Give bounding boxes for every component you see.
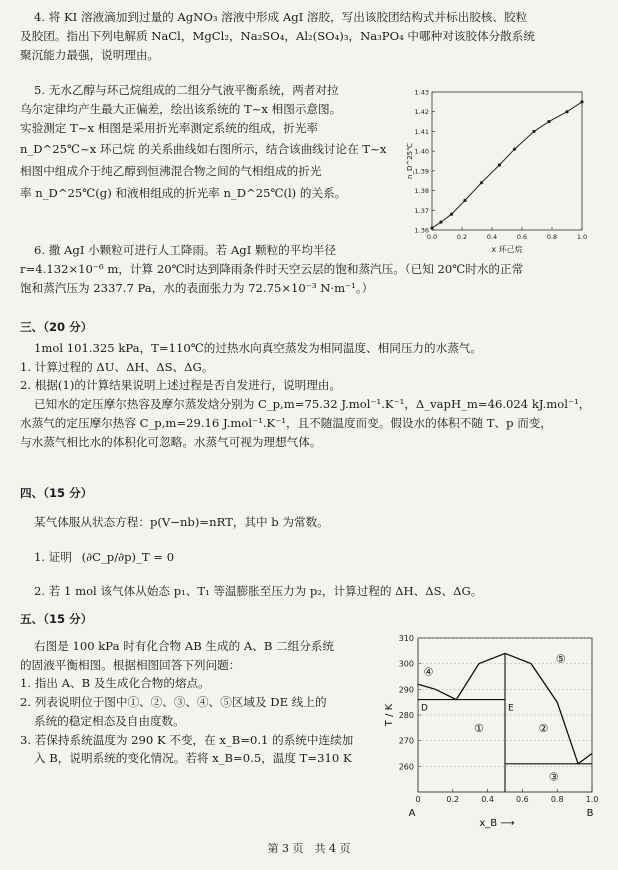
region-label: ④ xyxy=(423,665,434,679)
phase-diagram-chart xyxy=(382,628,604,836)
x-tick-label: 0.0 xyxy=(426,233,438,241)
x-tick-label: 1.0 xyxy=(585,795,599,804)
point-label-D: D xyxy=(421,703,428,714)
s3-line-6: 与水蒸气相比水的体积化可忽略。水蒸气可视为理想气体。 xyxy=(20,434,322,449)
y-tick-label: 1.38 xyxy=(414,187,429,196)
y-tick-label: 260 xyxy=(398,762,414,772)
section-5 xyxy=(20,610,400,768)
s4-line-3: 2. 若 1 mol 该气体从始态 p₁、T₁ 等温膨胀至压力为 p₂，计算过程的 ΔH、ΔS、ΔG。 xyxy=(34,584,483,599)
section-3-heading: 三、（20 分） xyxy=(20,320,93,334)
data-point xyxy=(430,226,433,229)
y-axis-label: T / K xyxy=(384,703,395,727)
y-axis-label: n_D^25℃ xyxy=(406,143,414,179)
series-line xyxy=(432,102,582,228)
s3-line-3: 2. 根据(1)的计算结果说明上述过程是否自发进行，说明理由。 xyxy=(20,378,342,393)
x-tick-label: 0.2 xyxy=(446,795,460,804)
region-label: ③ xyxy=(548,770,559,784)
data-point xyxy=(480,181,483,184)
y-tick-label: 300 xyxy=(398,659,414,669)
y-tick-label: 1.43 xyxy=(414,88,429,97)
page-footer: 第 3 页 共 4 页 xyxy=(267,842,351,855)
data-point xyxy=(439,221,442,224)
q6-line-2: r=4.132×10⁻⁶ m，计算 20℃时达到降雨条件时天空云层的饱和蒸汽压。（已知 20℃时水的正常 xyxy=(20,261,524,276)
q4-line-1: 4. 将 KI 溶液滴加到过量的 AgNO₃ 溶液中形成 AgI 溶胶，写出该胶团结构式并标出胶核、胶粒 xyxy=(34,10,528,24)
q6-line-3: 饱和蒸汽压为 2337.7 Pa，水的表面张力为 72.75×10⁻³ N·m⁻¹。） xyxy=(20,280,374,295)
section-3 xyxy=(20,318,600,451)
y-tick-label: 1.39 xyxy=(414,167,429,176)
x-axis-label: x 环己烷 xyxy=(491,245,523,254)
s5-line-1: 右图是 100 kPa 时有化合物 AB 生成的 A、B 二组分系统 xyxy=(34,638,335,653)
data-point xyxy=(565,110,568,113)
question-4 xyxy=(20,8,600,64)
x-tick-label: 0.6 xyxy=(516,233,528,241)
plot-frame xyxy=(432,92,582,230)
y-tick-label: 310 xyxy=(398,634,414,643)
x-tick-label: 0 xyxy=(415,795,421,804)
s3-line-5: 水蒸气的定压摩尔热容 C_p,m=29.16 J.mol⁻¹.K⁻¹，且不随温度而变。假设水的体积不随 T、p 而变， xyxy=(20,415,552,430)
s5-line-6: 3. 若保持系统温度为 290 K 不变，在 x_B=0.1 的系统中连续加 xyxy=(20,732,354,747)
region-label: ⑤ xyxy=(555,652,566,666)
q5-line-4: n_D^25℃~x 环己烷 的关系曲线如右图所示，结合该曲线讨论在 T~x xyxy=(20,142,387,157)
y-tick-label: 1.40 xyxy=(414,147,429,156)
question-6 xyxy=(20,241,600,297)
data-point xyxy=(532,130,535,133)
axis-end-label-B: B xyxy=(586,808,594,819)
region-label: ① xyxy=(473,721,484,735)
y-tick-label: 270 xyxy=(398,736,414,746)
y-tick-label: 290 xyxy=(398,685,414,695)
q5-line-2: 乌尔定律均产生最大正偏差，绘出该系统的 T~x 相图示意图。 xyxy=(20,101,342,116)
data-point xyxy=(463,199,466,202)
s5-line-5: 系统的稳定相态及自由度数。 xyxy=(34,713,185,728)
s4-prove-expression: (∂C_p/∂p)_T = 0 xyxy=(81,549,175,564)
data-point xyxy=(547,120,550,123)
q5-line-1: 5. 无水乙醇与环己烷组成的二组分气液平衡系统，两者对拉 xyxy=(34,83,339,97)
x-tick-label: 0.8 xyxy=(546,233,558,241)
region-label: ② xyxy=(538,721,549,735)
s5-line-2: 的固液平衡相图。根据相图回答下列问题： xyxy=(20,657,241,672)
x-tick-label: 1.0 xyxy=(576,233,588,241)
data-point xyxy=(513,148,516,151)
s5-line-4: 2. 列表说明位于图中①、②、③、④、⑤区域及 DE 线上的 xyxy=(20,695,327,710)
y-tick-label: 1.41 xyxy=(414,127,429,136)
s3-line-2: 1. 计算过程的 ΔU、ΔH、ΔS、ΔG。 xyxy=(20,359,214,374)
data-point xyxy=(580,100,583,103)
s4-line-2 xyxy=(20,548,600,567)
question-5 xyxy=(20,81,410,203)
x-tick-label: 0.8 xyxy=(550,795,564,804)
q5-line-6: 率 n_D^25℃(g) 和液相组成的折光率 n_D^25℃(l) 的关系。 xyxy=(20,185,347,200)
y-tick-label: 1.36 xyxy=(414,226,429,235)
y-tick-label: 1.42 xyxy=(414,108,429,117)
x-tick-label: 0.4 xyxy=(486,233,498,241)
q5-line-3: 实验测定 T~x 相图是采用折光率测定系统的组成，折光率 xyxy=(20,120,319,135)
s5-line-7: 入 B，说明系统的变化情况。若将 x_B=0.5，温度 T=310 K xyxy=(34,751,352,766)
s4-line-1: 某气体服从状态方程：p(V−nb)=nRT，其中 b 为常数。 xyxy=(34,514,329,529)
refractive-index-chart xyxy=(404,84,598,256)
point-label-E: E xyxy=(508,703,514,714)
data-point xyxy=(450,213,453,216)
section-4 xyxy=(20,484,600,601)
y-tick-label: 280 xyxy=(398,711,414,720)
data-point xyxy=(498,163,501,166)
axis-end-label-A: A xyxy=(408,808,416,819)
q6-line-1: 6. 撒 AgI 小颗粒可进行人工降雨。若 AgI 颗粒的平均半径 xyxy=(34,243,337,257)
x-tick-label: 0.4 xyxy=(481,795,494,804)
s4-prove-label: 1. 证明 xyxy=(34,549,72,564)
q4-line-3: 聚沉能力最强，说明理由。 xyxy=(20,47,160,62)
s3-line-4: 已知水的定压摩尔热容及摩尔蒸发焓分别为 C_p,m=75.32 J.mol⁻¹.K⁻¹，Δ_vapH_m=46.024 kJ.mol⁻¹， xyxy=(34,397,591,412)
section-5-heading: 五、（15 分） xyxy=(20,612,93,626)
x-tick-label: 0.6 xyxy=(516,795,529,804)
section-4-heading: 四、（15 分） xyxy=(20,486,93,500)
s5-line-3: 1. 指出 A、B 及生成化合物的熔点。 xyxy=(20,676,210,691)
x-tick-label: 0.2 xyxy=(456,233,468,241)
y-tick-label: 1.37 xyxy=(414,206,429,215)
q4-line-2: 及胶团。指出下列电解质 NaCl，MgCl₂，Na₂SO₄，Al₂(SO₄)₃，Na₃PO₄ 中哪种对该胶体分散系统 xyxy=(20,28,535,43)
s3-line-1: 1mol 101.325 kPa，T=110℃的过热水向真空蒸发为相同温度、相同压力的水蒸气。 xyxy=(34,340,482,355)
q5-line-5: 相图中组成介于纯乙醇到恒沸混合物之间的气相组成的折光 xyxy=(20,164,322,179)
x-axis-label: x_B ⟶ xyxy=(479,818,515,829)
